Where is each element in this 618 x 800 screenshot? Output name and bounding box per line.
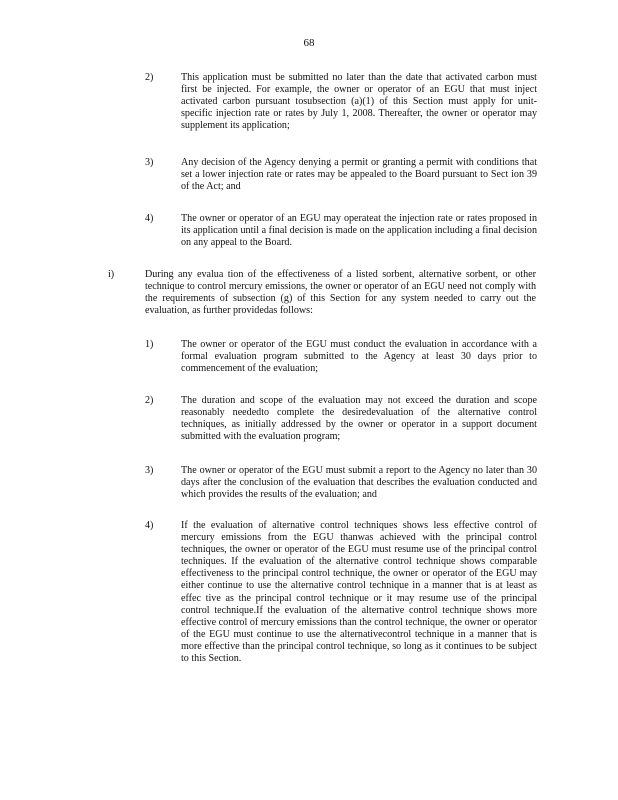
item-text: The owner or operator of the EGU must submit a report to the Agency no later than 30 days after the conclusion of the evaluation that describes the evaluation conducted and which provides the results of the evaluation; and bbox=[181, 465, 537, 501]
item-marker: 1) bbox=[145, 339, 154, 350]
item-text: The owner or operator of an EGU may operateat the injection rate or rates proposed in its application until a final decision is made on the application including a final decision on any appeal to the Board. bbox=[181, 213, 537, 249]
item-marker: 4) bbox=[145, 213, 154, 224]
item-marker: 3) bbox=[145, 157, 154, 168]
item-text: The owner or operator of the EGU must conduct the evaluation in accordance with a formal evaluation program submitted to the Agency at least 30 days prior to commencement of the evaluation; bbox=[181, 339, 537, 375]
item-text: If the evaluation of alternative control techniques shows less effective control of mercury emissions from the EGU thanwas achieved with the principal control techniques, the owner or operator of the EGU must resume use of the principal control techniques. If the evaluation of the alternative control technique shows comparable effectiveness to the principal control technique, the owner or operator of the EGU may either continue to use the alternative control technique in a manner that is at least as effec tive as the principal control technique or it may resume use of the principal control technique.If the evaluation of the alternative control technique shows more effective control of mercury emissions than the control technique, the owner or operator of the EGU must continue to use the alternativecontrol technique in a manner that is more effective than the principal control technique, so long as it continues to be subject to this Section. bbox=[181, 520, 537, 665]
item-marker: 3) bbox=[145, 465, 154, 476]
item-text: During any evalua tion of the effectiveness of a listed sorbent, alternative sorbent, or other technique to control mercury emissions, the owner or operator of an EGU need not comply with the requirements of subsection (g) of this Section for any system needed to carry out the evaluation, as further providedas follows: bbox=[145, 269, 536, 317]
item-text: Any decision of the Agency denying a permit or granting a permit with conditions that set a lower injection rate or rates may be appealed to the Board pursuant to Sect ion 39 of the Act; and bbox=[181, 157, 537, 193]
item-text: This application must be submitted no later than the date that activated carbon must first be injected. For example, the owner or operator of an EGU that must inject activated carbon pursuant tosubsection (a)(1) of this Section must apply for unit-specific injection rate or rates by July 1, 2008. Thereafter, the owner or operator may supplement its application; bbox=[181, 72, 537, 132]
item-marker: 2) bbox=[145, 395, 154, 406]
item-marker: 4) bbox=[145, 520, 154, 531]
item-marker: i) bbox=[108, 269, 115, 280]
item-marker: 2) bbox=[145, 72, 154, 83]
page-number: 68 bbox=[303, 37, 315, 49]
item-text: The duration and scope of the evaluation may not exceed the duration and scope reasonably neededto complete the desiredevaluation of the alternative control techniques, as initially addressed by the owner or operator in a support document submitted with the evaluation program; bbox=[181, 395, 537, 443]
